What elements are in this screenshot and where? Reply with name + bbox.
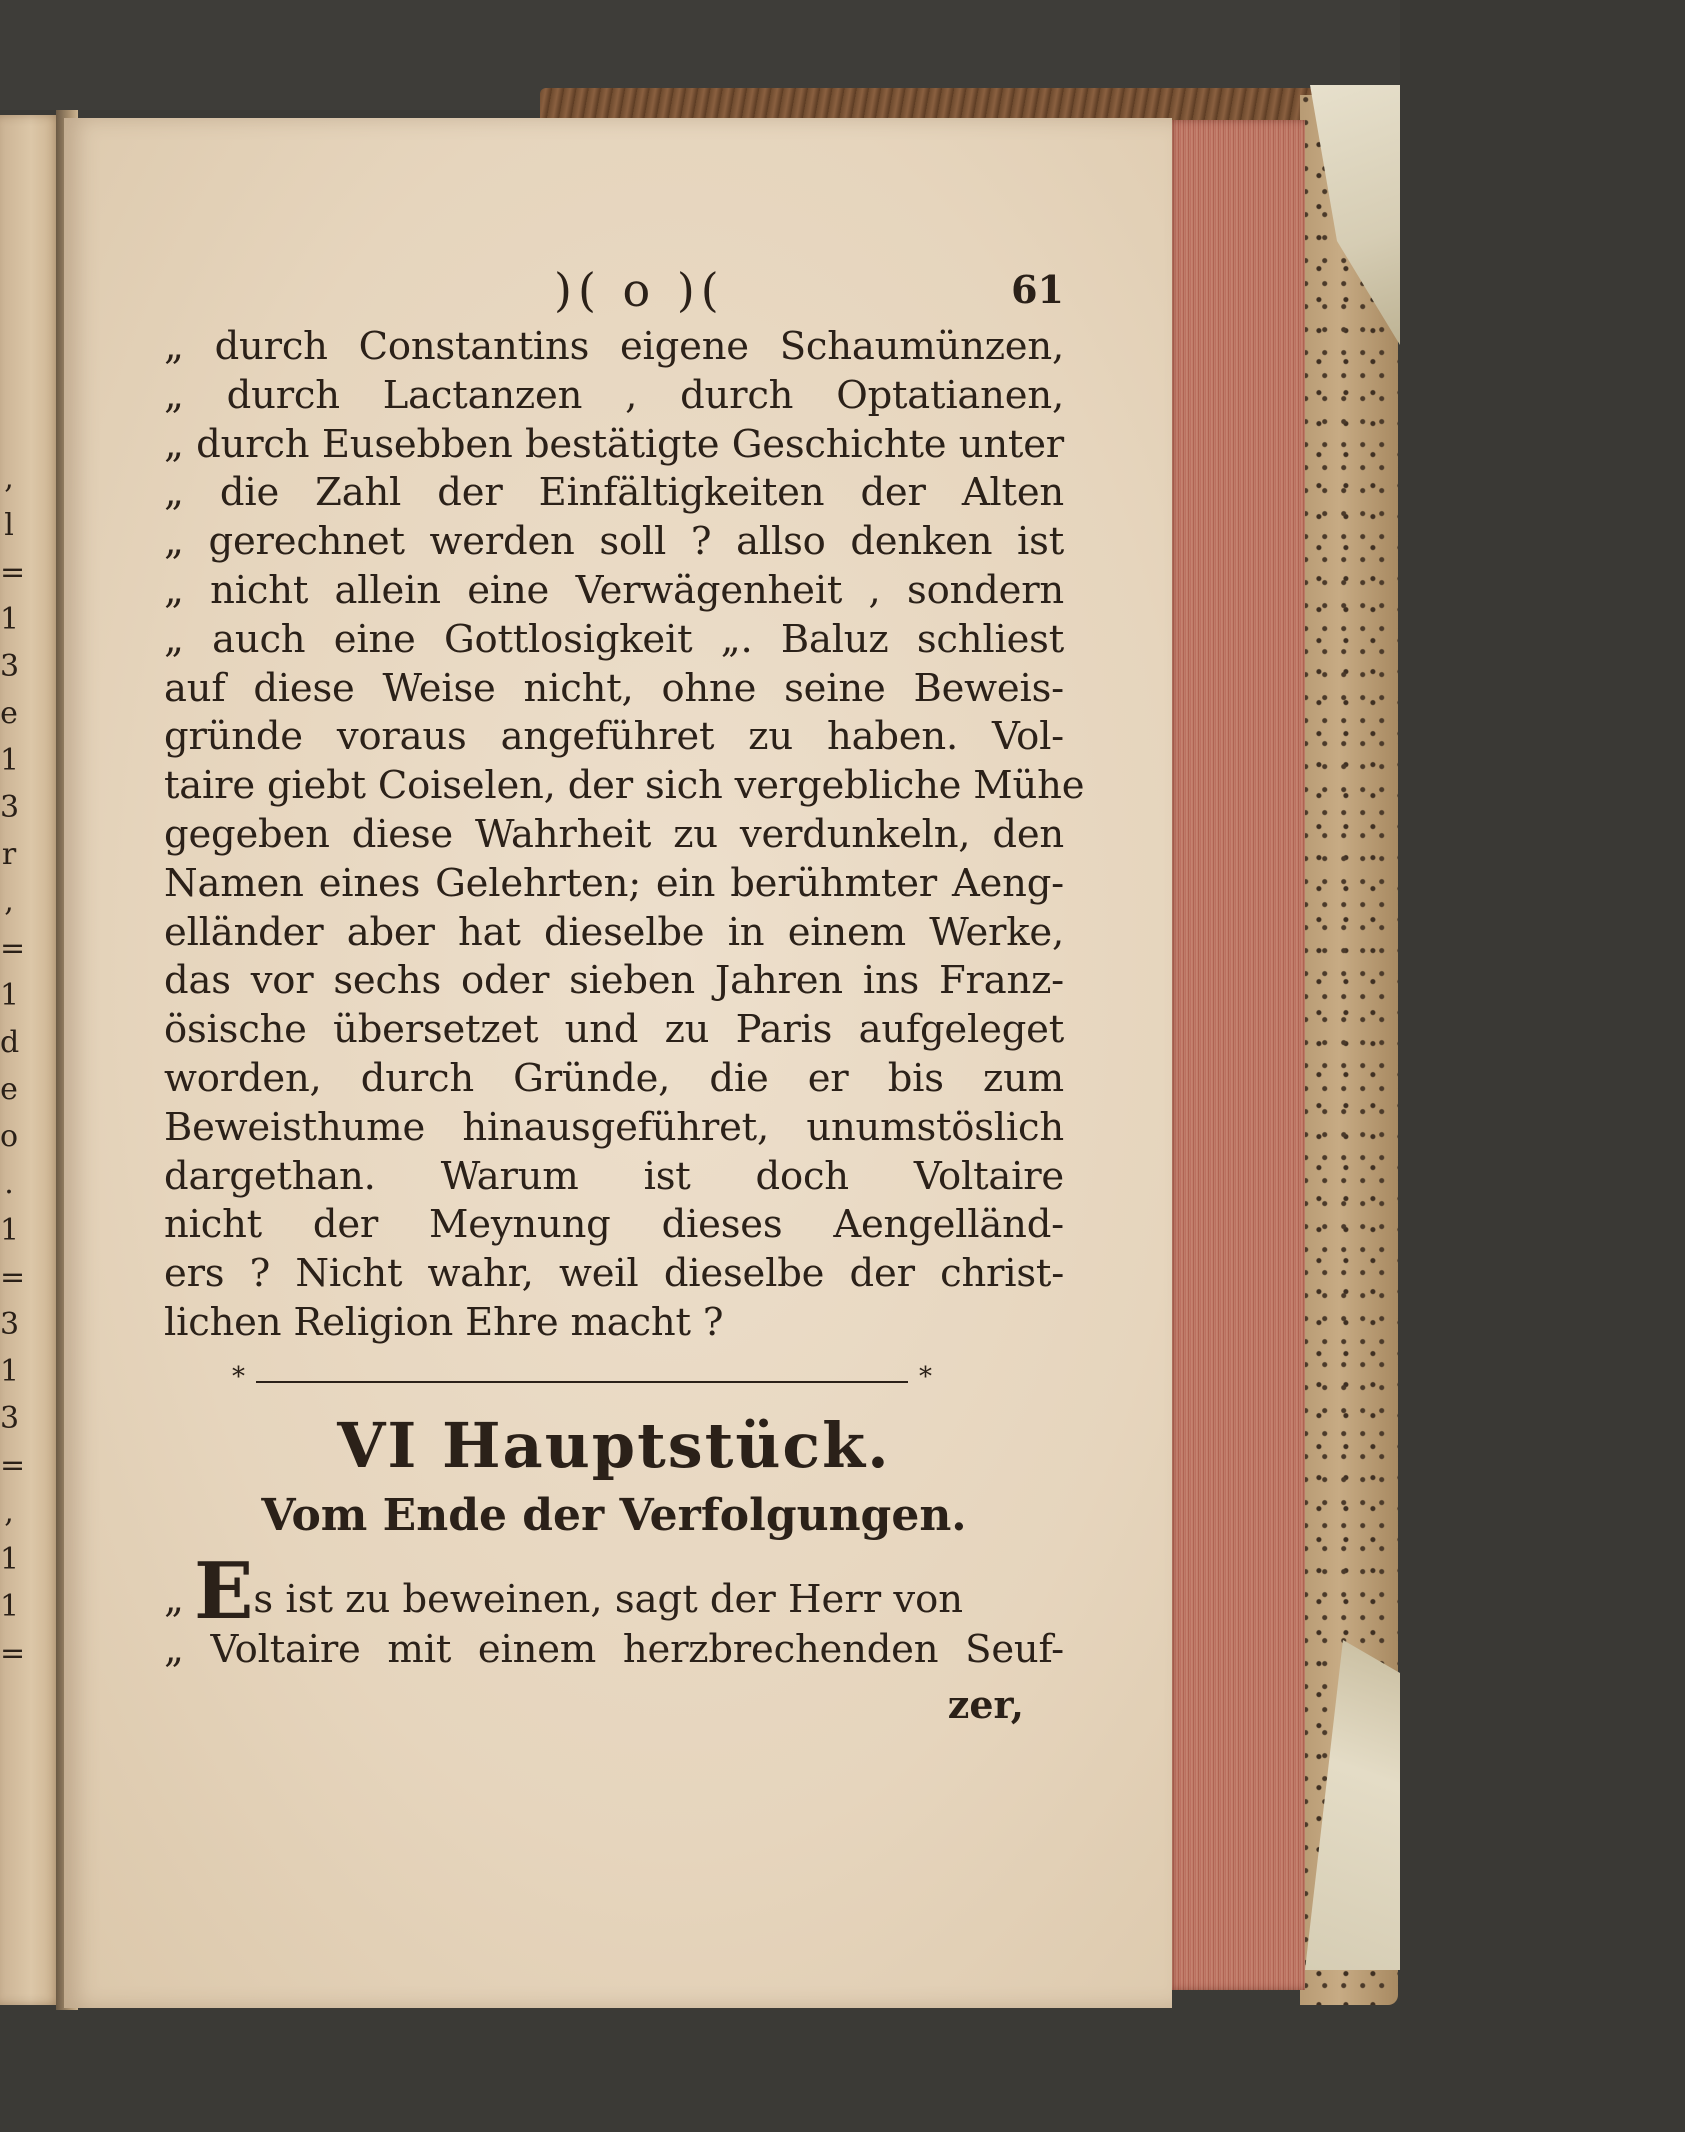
divider-star-icon: * [232,1361,245,1392]
body-text [164,323,1085,1348]
text-line: lichen Religion Ehre macht ? [164,1299,724,1345]
backdrop-right [1400,0,1685,2132]
left-facing-page [0,115,62,2005]
catchword: zer, [947,1681,1024,1727]
chapter-title: VI Hauptstück. [337,1408,891,1482]
text-line: „ auch eine Gottlosigkeit „. Baluz schliest [164,616,1064,662]
book-page [64,118,1172,2008]
text-line: „ die Zahl der Einfältigkeiten der Alten [164,470,1064,516]
first-line-text: s ist zu beweinen, sagt der Herr von [253,1576,964,1622]
text-line: auf diese Weise nicht, ohne seine Beweis- [164,665,1064,711]
divider-line [256,1381,908,1383]
text-line: „ Voltaire mit einem herzbrechenden Seuf- [164,1626,1064,1672]
text-line: gegeben diese Wahrheit zu verdunkeln, den [164,811,1064,857]
page-header [164,253,1064,323]
header-ornament: )( o )( [554,263,725,317]
text-line: Namen eines Gelehrten; ein berühmter Aeng- [164,860,1064,906]
drop-cap: E [193,1545,254,1637]
text-line: gründe voraus angeführet zu haben. Vol- [164,714,1064,760]
text-line: ösische übersetzet und zu Paris aufgeleget [164,1007,1064,1053]
page-text-block [164,253,1085,1735]
text-line: ers ? Nicht wahr, weil dieselbe der christ- [164,1251,1064,1297]
page-number: 61 [1011,267,1064,312]
text-line: „ durch Eusebben bestätigte Geschichte unter [164,421,1064,467]
left-page-fragments: , l = 1 3 e 1 3 r , = 1 d e o . 1 = 3 1 3 = , 1 1 = [0,461,26,1671]
text-line: taire giebt Coiselen, der sich vergebliche Mühe [164,763,1085,809]
text-line: „ durch Constantins eigene Schaumünzen, [164,324,1064,369]
divider-star-icon: * [919,1361,932,1392]
paragraph-first-line [164,1545,1064,1637]
text-line: „ gerechnet werden soll ? allso denken ist [164,519,1064,565]
text-line: elländer aber hat dieselbe in einem Werke, [164,909,1064,955]
page-block-edges [1165,120,1305,1990]
chapter-subtitle: Vom Ende der Verfolgungen. [261,1489,967,1541]
section-divider [232,1361,932,1394]
text-line: worden, durch Gründe, die er bis zum [164,1055,1064,1101]
text-line: „ durch Lactanzen , durch Optatianen, [164,372,1064,418]
text-line: das vor sechs oder sieben Jahren ins Franz- [164,958,1064,1004]
text-line: dargethan. Warum ist doch Voltaire [164,1153,1064,1199]
open-quote: „ [164,1576,184,1622]
text-line: Beweisthume hinausgeführet, unumstöslich [164,1104,1064,1150]
text-line: „ nicht allein eine Verwägenheit , sondern [164,567,1064,613]
text-line: nicht der Meynung dieses Aengelländ- [164,1202,1064,1248]
